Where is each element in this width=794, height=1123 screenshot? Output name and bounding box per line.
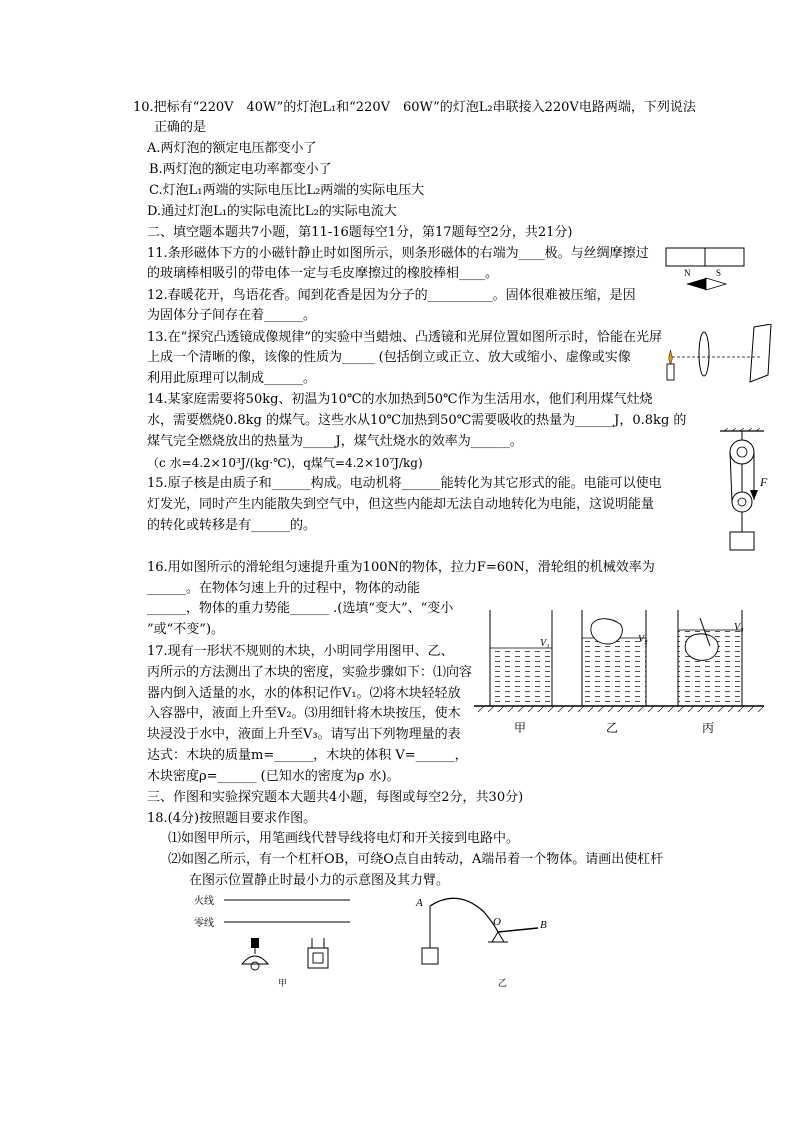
load-block <box>730 532 754 550</box>
label-v3: V₃ <box>734 622 744 633</box>
q10-option-d: D.通过灯泡L₁的实际电流比L₂的实际电流大 <box>147 204 397 219</box>
q17-line-5: 块浸没于水中，液面上升至V₃。请写出下列物理量的表 <box>147 727 461 742</box>
wood-block-submerged <box>685 634 718 660</box>
point-a-label: A <box>416 897 423 909</box>
live-wire-label: 火线 <box>194 896 214 907</box>
q11-line-1: 11.条形磁体下方的小磁针静止时如图所示，则条形磁体的右端为____极。与丝绸摩擦过 <box>147 246 649 261</box>
beakers-figure <box>474 604 764 744</box>
lever-ob <box>498 928 538 932</box>
q14-constants: （c 水=4.2×10³J/(kg·℃)，q煤气=4.2×10⁷J/kg) <box>147 456 423 470</box>
q11-line-2: 的玻璃棒相吸引的带电体一定与毛皮摩擦过的橡胶棒相____。 <box>147 266 499 281</box>
caption-jia: 甲 <box>514 721 527 735</box>
q15-line-2: 灯发光，同时产生内能散失到空气中，但这些内能却无法自动地转化为电能，这说明能量 <box>147 497 655 512</box>
q18-part-2-cont: 在图示位置静止时最小力的示意图及其力臂。 <box>189 873 450 888</box>
needle-label-n: N <box>684 268 691 278</box>
convex-lens <box>699 332 709 376</box>
q16-line-3: ______，物体的重力势能______ .(选填“变大”、“变小 <box>147 601 454 616</box>
table-hatch <box>478 706 764 712</box>
q17-line-7: 木块密度ρ=______ (已知水的密度为ρ 水)。 <box>147 769 400 784</box>
q18-part-2: ⑵如图乙所示，有一个杠杆OB，可绕O点自由转动，A端吊着一个物体。请画出使杠杆 <box>168 852 664 867</box>
section-2-heading: 二、填空题本题共7小题，第11-16题每空1分，第17题每空2分，共21分) <box>147 225 573 240</box>
q14-line-2: 水，需要燃烧0.8kg 的煤气。这些水从10℃加热到50℃需要吸收的热量为______J，0.8kg 的 <box>147 413 687 428</box>
q13-line-1: 13.在“探究凸透镜成像规律”的实验中当蜡烛、凸透镜和光屏位置如图所示时，恰能在光屏 <box>147 330 662 345</box>
movable-pulley <box>732 492 752 512</box>
beaker-yi <box>582 610 648 706</box>
pulley-figure <box>716 428 776 556</box>
point-b-label: B <box>540 919 547 931</box>
q12-line-1: 12.春暖花开，鸟语花香。闻到花香是因为分子的__________。固体很难被压缩，是因 <box>147 288 636 303</box>
q10-stem-cont: 正确的是 <box>154 120 207 135</box>
bar-magnet-figure <box>664 246 748 292</box>
q17-line-1: 17.现有一形状不规则的木块，小明同学用图甲、乙、 <box>147 644 454 659</box>
q13-line-3: 利用此原理可以制成______。 <box>147 371 317 386</box>
pivot-support <box>492 932 504 942</box>
q17-line-2: 丙所示的方法测出了木块的密度，实验步骤如下：⑴向容 <box>147 665 473 680</box>
water-jia <box>490 648 552 706</box>
section-3-heading: 三、作图和实验探究题本大题共4小题，每图或每空2分，共30分) <box>147 790 524 805</box>
caption-bing: 丙 <box>702 721 715 735</box>
q12-line-2: 为固体分子间存在着______。 <box>147 308 317 323</box>
fixed-pulley <box>730 440 754 464</box>
beaker-bing <box>678 610 744 706</box>
caption-yi: 乙 <box>498 978 508 988</box>
lever-curved-arm <box>430 898 498 932</box>
q15-line-1: 15.原子核是由质子和______构成。电动机将______能转化为其它形式的能。电能可以使电 <box>147 476 662 491</box>
fixed-pulley-hub <box>737 447 747 457</box>
hanging-object <box>422 948 438 964</box>
q10-option-b: B.两灯泡的额定电功率都变小了 <box>149 162 332 177</box>
q17-line-4: 入容器中，液面上升至V₂。⑶用细针将木块按压，使木 <box>147 706 461 721</box>
q10-option-c: C.灯泡L₁两端的实际电压比L₂两端的实际电压大 <box>149 183 425 198</box>
compass-needle-black <box>686 278 706 290</box>
caption-jia: 甲 <box>278 978 288 988</box>
rope-left <box>730 452 732 502</box>
q17-line-3: 器内倒入适量的水，水的体积记作V₁。⑵将木块轻轻放 <box>147 686 461 701</box>
water-yi <box>582 638 646 706</box>
q14-line-3: 煤气完全燃烧放出的热量为_____J，煤气灶烧水的效率为______。 <box>147 434 523 449</box>
label-v1: V₁ <box>540 638 550 649</box>
light-screen <box>750 324 771 382</box>
q16-line-1: 16.用如图所示的滑轮组匀速提升重为100N的物体，拉力F=60N，滑轮组的机械效率为 <box>147 560 655 575</box>
lens-experiment-figure <box>664 324 774 384</box>
compass-needle-white <box>706 278 726 290</box>
neutral-wire-label: 零线 <box>194 918 214 929</box>
circuit-figure <box>190 892 360 992</box>
q17-line-6: 达式：木块的质量m=______，木块的体积 V=______， <box>147 748 468 763</box>
label-v2: V₂ <box>638 634 648 645</box>
ceiling-lamp <box>242 938 268 970</box>
q16-line-4: ”或“不变”)。 <box>147 622 225 637</box>
beaker-jia <box>490 610 552 706</box>
q18-heading: 18.(4分)按照题目要求作图。 <box>147 811 317 826</box>
candle <box>667 364 674 380</box>
movable-pulley-hub <box>738 498 746 506</box>
candle-flame <box>669 350 672 364</box>
lever-figure <box>410 892 560 992</box>
q10-stem: 10.把标有“220V 40W”的灯泡L₁和“220V 60W”的灯泡L₂串联接入220V电路两端，下列说法 <box>133 100 696 115</box>
q18-part-1: ⑴如图甲所示，用笔画线代替导线将电灯和开关接到电路中。 <box>168 831 520 846</box>
q14-line-1: 14.某家庭需要将50kg、初温为10℃的水加热到50℃作为生活用水，他们利用煤气灶烧 <box>147 392 653 407</box>
q10-option-a: A.两灯泡的额定电压都变小了 <box>147 141 317 156</box>
wall-switch <box>308 938 328 968</box>
caption-yi: 乙 <box>606 721 619 735</box>
q15-line-3: 的转化或转移是有______的。 <box>147 518 317 533</box>
q13-line-2: 上成一个清晰的像，该像的性质为_____ (包括倒立或正立、放大或缩小、虚像或实像 <box>147 350 631 365</box>
point-o-label: O <box>493 916 501 928</box>
force-label: F <box>760 475 768 489</box>
needle-label-s: S <box>716 268 722 278</box>
q16-line-2: ______。在物体匀速上升的过程中，物体的动能 <box>147 581 421 596</box>
